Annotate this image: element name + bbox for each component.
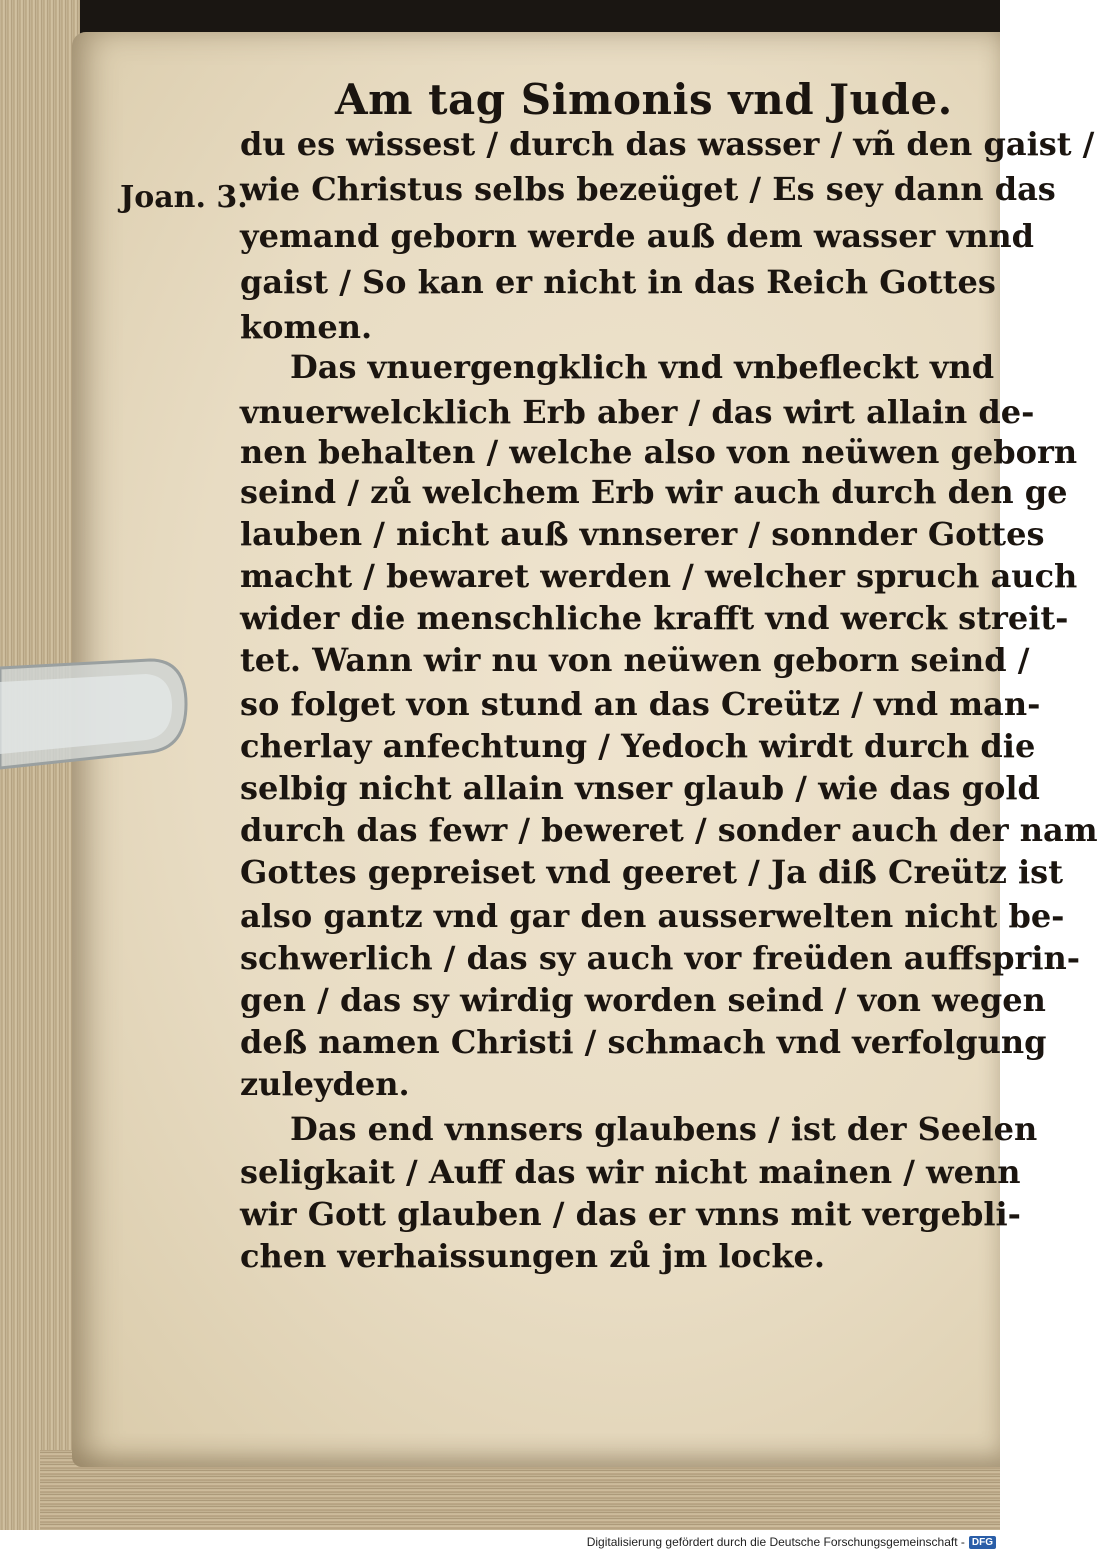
text-line: wie Christus selbs bezeüget / Es sey dann das xyxy=(240,170,1056,208)
text-line: yemand geborn werde auß dem wasser vnnd xyxy=(240,217,1035,255)
text-line: tet. Wann wir nu von neüwen geborn seind / xyxy=(240,641,1030,679)
text-line: zuleyden. xyxy=(240,1065,410,1103)
text-line: cherlay anfechtung / Yedoch wirdt durch die xyxy=(240,727,1036,765)
text-line: chen verhaissungen zů jm locke. xyxy=(240,1237,825,1275)
text-line: durch das fewr / beweret / sonder auch der nam xyxy=(240,811,1098,849)
text-line: so folget von stund an das Creütz / vnd man- xyxy=(240,685,1041,723)
text-line: seind / zů welchem Erb wir auch durch den ge xyxy=(240,473,1068,511)
text-line: Das end vnnsers glaubens / ist der Seelen xyxy=(290,1110,1038,1148)
text-line: macht / bewaret werden / welcher spruch auch xyxy=(240,557,1078,595)
text-line: selbig nicht allain vnser glaub / wie das gold xyxy=(240,769,1040,807)
margin-note: Joan. 3. xyxy=(120,180,248,215)
text-line: wir Gott glauben / das er vnns mit vergebli- xyxy=(240,1195,1021,1233)
running-header: Am tag Simonis vnd Jude. xyxy=(335,75,953,124)
text-line: nen behalten / welche also von neüwen geborn xyxy=(240,433,1078,471)
footer-credit xyxy=(587,1535,996,1549)
text-line: also gantz vnd gar den ausserwelten nicht be- xyxy=(240,897,1065,935)
page-clip-icon xyxy=(0,648,188,780)
text-line: vnuerwelcklich Erb aber / das wirt allain de- xyxy=(240,393,1035,431)
dfg-logo: DFG xyxy=(969,1536,996,1549)
text-line: lauben / nicht auß vnnserer / sonnder Gottes xyxy=(240,515,1045,553)
text-line: du es wissest / durch das wasser / vñ den gaist / xyxy=(240,125,1095,163)
text-line: schwerlich / das sy auch vor freüden auffsprin- xyxy=(240,939,1081,977)
text-line: komen. xyxy=(240,308,373,346)
text-line: deß namen Christi / schmach vnd verfolgung xyxy=(240,1023,1047,1061)
text-line: Gottes gepreiset vnd geeret / Ja diß Creütz ist xyxy=(240,853,1063,891)
footer-text: Digitalisierung gefördert durch die Deutsche Forschungsgemeinschaft - xyxy=(586,1535,965,1549)
text-line: Das vnuergengklich vnd vnbefleckt vnd xyxy=(290,348,995,386)
text-line: gen / das sy wirdig worden seind / von wegen xyxy=(240,981,1046,1019)
text-line: wider die menschliche krafft vnd werck streit- xyxy=(240,599,1069,637)
text-line: gaist / So kan er nicht in das Reich Gottes xyxy=(240,263,996,301)
text-line: seligkait / Auff das wir nicht mainen / wenn xyxy=(240,1153,1021,1191)
